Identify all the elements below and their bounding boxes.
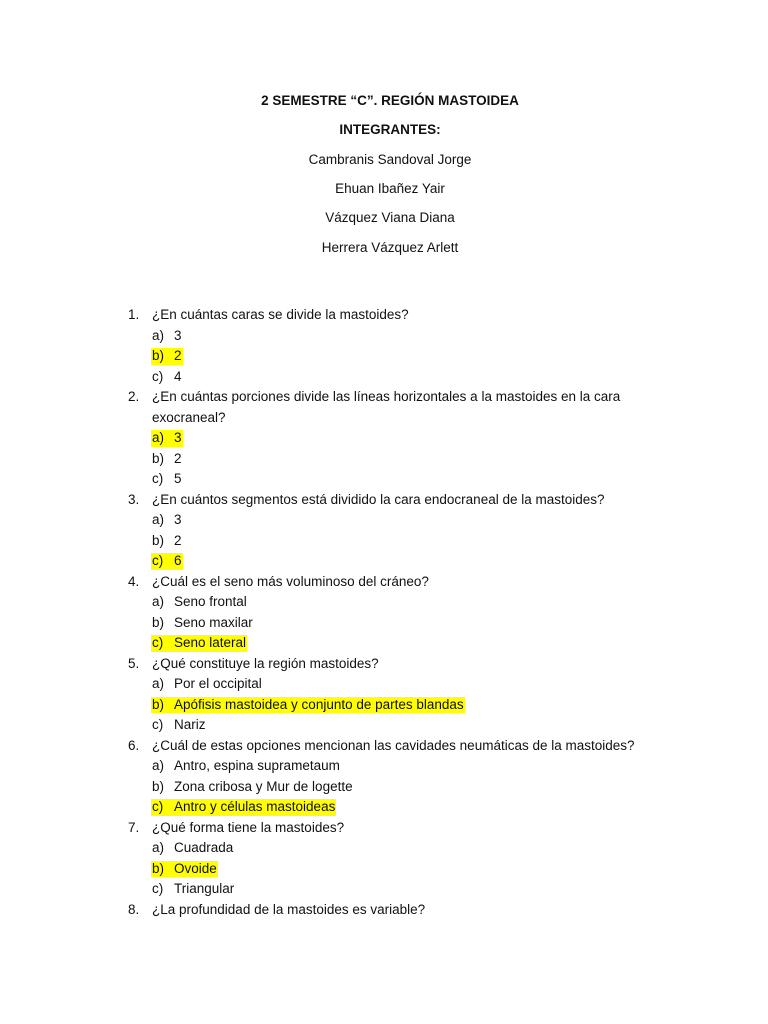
question-item	[128, 572, 648, 593]
answer-option	[128, 879, 648, 900]
question-text-continued: exocraneal?	[152, 409, 226, 425]
option-text: 2	[174, 450, 182, 466]
member-name: Herrera Vázquez Arlett	[321, 240, 459, 255]
option-text: Nariz	[174, 717, 206, 732]
option-text: Triangular	[174, 881, 235, 896]
answer-option	[128, 859, 648, 880]
answer-option	[128, 469, 648, 490]
option-letter: b)	[152, 860, 165, 876]
option-letter: c)	[152, 717, 164, 732]
option-letter: c)	[152, 799, 164, 814]
answer-body	[151, 451, 183, 468]
option-letter: c)	[152, 881, 164, 896]
answer-body	[151, 881, 235, 898]
option-text: 3	[174, 430, 182, 445]
option-letter: a)	[152, 840, 165, 855]
answer-body	[151, 369, 183, 386]
answer-option	[128, 756, 648, 777]
answer-option	[128, 428, 648, 449]
question-text: ¿En cuántas porciones divide las líneas horizontales a la mastoides en la cara	[152, 389, 621, 404]
option-text: Antro, espina suprametaum	[174, 758, 340, 773]
option-text: 5	[174, 471, 182, 486]
answer-option	[128, 326, 648, 347]
question-number: 3.	[128, 491, 140, 507]
question-item	[128, 490, 648, 511]
answer-option	[128, 551, 648, 572]
question-text: ¿Qué forma tiene la mastoides?	[152, 819, 345, 835]
answer-option	[128, 674, 648, 695]
option-letter: a)	[152, 327, 165, 343]
option-letter: b)	[152, 450, 165, 466]
answer-option	[128, 613, 648, 634]
answer-option	[128, 797, 648, 818]
answer-option	[128, 367, 648, 388]
option-text: Ovoide	[174, 860, 217, 876]
question-number: 6.	[128, 737, 140, 753]
question-item	[128, 736, 648, 757]
question-number: 8.	[128, 901, 140, 917]
answer-option	[128, 531, 648, 552]
answer-option	[128, 777, 648, 798]
highlighted-answer	[151, 861, 218, 878]
question-text: ¿Cuál es el seno más voluminoso del cráneo?	[152, 573, 429, 589]
answer-body	[151, 758, 341, 775]
answer-body	[151, 676, 263, 693]
option-letter: a)	[152, 594, 165, 609]
option-text: Cuadrada	[174, 840, 234, 855]
answer-body	[151, 594, 248, 611]
answer-option	[128, 838, 648, 859]
option-text: Apófisis mastoidea y conjunto de partes blandas	[174, 696, 464, 712]
option-letter: a)	[152, 430, 165, 445]
answer-body	[151, 512, 183, 529]
option-text: Seno frontal	[174, 594, 247, 609]
members-heading: INTEGRANTES:	[339, 122, 441, 137]
option-letter: c)	[152, 368, 164, 384]
option-letter: b)	[152, 696, 165, 712]
document-title: 2 SEMESTRE “C”. REGIÓN MASTOIDEA	[261, 93, 519, 108]
question-number: 5.	[128, 655, 140, 671]
highlighted-answer	[151, 697, 465, 714]
question-item	[128, 305, 648, 326]
option-text: 2	[174, 348, 182, 363]
question-text: ¿Cuál de estas opciones mencionan las cavidades neumáticas de la mastoides?	[152, 737, 635, 753]
question-number: 1.	[128, 307, 140, 322]
question-item	[128, 818, 648, 839]
highlighted-answer	[151, 635, 247, 652]
question-item	[128, 654, 648, 675]
answer-body	[151, 615, 254, 632]
answer-body	[151, 779, 354, 796]
option-letter: b)	[152, 532, 165, 548]
answer-option	[128, 695, 648, 716]
option-letter: a)	[152, 758, 165, 773]
option-letter: c)	[152, 553, 164, 568]
question-item	[128, 900, 648, 921]
option-text: Seno maxilar	[174, 614, 253, 630]
option-letter: c)	[152, 635, 164, 650]
answer-body	[151, 533, 183, 550]
member-name: Cambranis Sandoval Jorge	[308, 152, 472, 167]
answer-body	[151, 328, 183, 345]
question-item	[128, 387, 648, 408]
answer-option	[128, 346, 648, 367]
option-text: Seno lateral	[174, 635, 247, 650]
option-letter: a)	[152, 512, 165, 527]
answer-body	[151, 717, 207, 734]
member-name: Ehuan Ibañez Yair	[335, 181, 445, 196]
option-letter: b)	[152, 348, 165, 363]
answer-body	[151, 840, 234, 857]
question-number: 4.	[128, 573, 140, 589]
member-name: Vázquez Viana Diana	[325, 210, 455, 225]
option-letter: a)	[152, 676, 165, 691]
option-letter: b)	[152, 778, 165, 794]
answer-option	[128, 510, 648, 531]
highlighted-answer	[151, 430, 183, 447]
question-text: ¿En cuántas caras se divide la mastoides?	[152, 307, 409, 322]
option-text: Zona cribosa y Mur de logette	[174, 778, 353, 794]
answer-body	[151, 471, 183, 488]
option-text: Antro y células mastoideas	[174, 799, 336, 814]
answer-option	[128, 449, 648, 470]
option-text: 2	[174, 532, 182, 548]
answer-option	[128, 715, 648, 736]
question-text: ¿Qué constituye la región mastoides?	[152, 655, 379, 671]
option-text: 3	[174, 512, 182, 527]
question-text: ¿La profundidad de la mastoides es variable?	[152, 901, 426, 917]
option-text: 4	[174, 368, 182, 384]
option-text: 6	[174, 553, 182, 568]
option-text: 3	[174, 327, 182, 343]
highlighted-answer	[151, 799, 336, 816]
answer-option	[128, 592, 648, 613]
question-list	[128, 305, 648, 920]
highlighted-answer	[151, 553, 183, 570]
highlighted-answer	[151, 348, 183, 365]
option-letter: b)	[152, 614, 165, 630]
question-number: 7.	[128, 819, 140, 835]
option-letter: c)	[152, 471, 164, 486]
answer-option	[128, 633, 648, 654]
option-text: Por el occipital	[174, 676, 262, 691]
question-number: 2.	[128, 389, 140, 404]
question-text: ¿En cuántos segmentos está dividido la cara endocraneal de la mastoides?	[152, 491, 605, 507]
